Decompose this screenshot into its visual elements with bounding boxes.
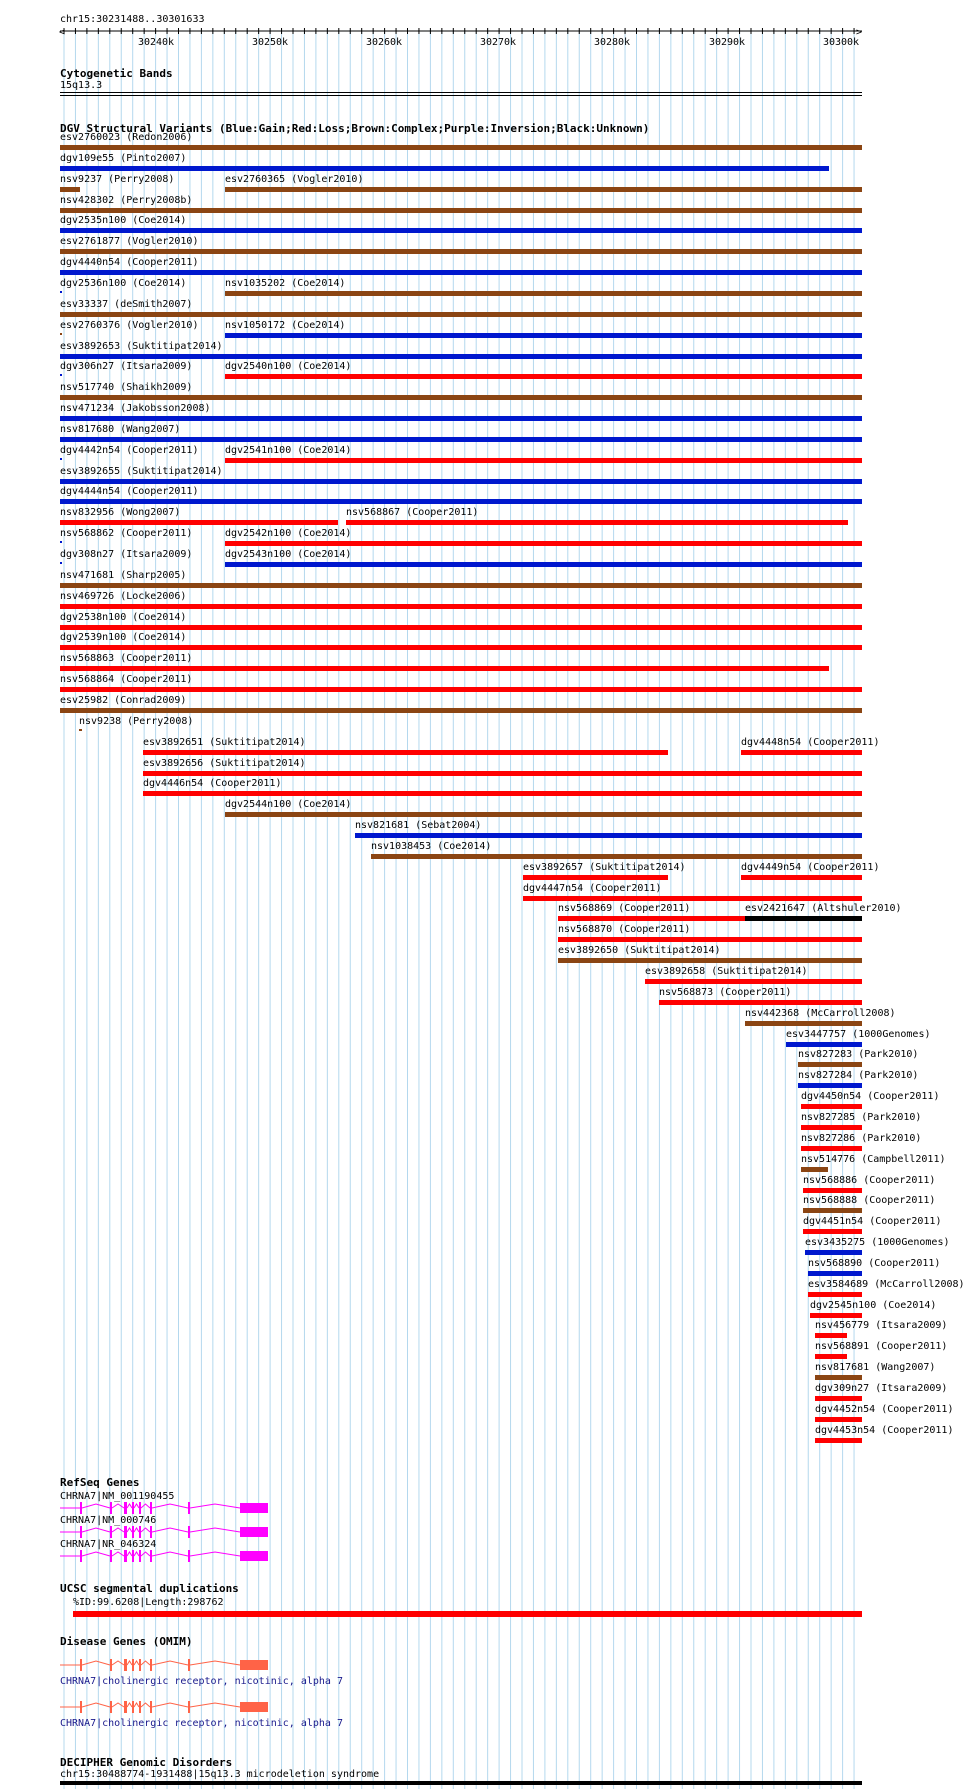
ruler-tick-label: 30290k	[708, 37, 746, 48]
dgv-variant-label: nsv827285 (Park2010)	[801, 1111, 922, 1123]
dgv-variant-label: esv2760365 (Vogler2010)	[225, 173, 364, 185]
dgv-variant-bar[interactable]	[225, 458, 862, 463]
dgv-variant-bar[interactable]	[60, 499, 862, 504]
dgv-variant-bar[interactable]	[346, 520, 848, 525]
dgv-variant-label: dgv2542n100 (Coe2014)	[225, 528, 352, 540]
dgv-variant-label: dgv4446n54 (Cooper2011)	[143, 778, 282, 790]
dgv-variant-bar[interactable]	[225, 291, 862, 296]
dgv-variant-label: dgv4451n54 (Cooper2011)	[803, 1216, 942, 1228]
refseq-gene-label: CHRNA7|NR_046324	[60, 1539, 157, 1550]
dgv-variant-bar[interactable]	[801, 1125, 862, 1130]
svg-text:>: >	[856, 27, 863, 38]
dgv-variant-bar[interactable]	[355, 833, 862, 838]
dgv-variant-bar[interactable]	[808, 1271, 862, 1276]
dgv-variant-bar[interactable]	[60, 479, 862, 484]
dgv-variant-label: nsv568886 (Cooper2011)	[803, 1174, 936, 1186]
dgv-variant-label: dgv2545n100 (Coe2014)	[810, 1299, 937, 1311]
dgv-variant-label: esv2761877 (Vogler2010)	[60, 236, 199, 248]
dgv-variant-bar[interactable]	[60, 395, 862, 400]
dgv-variant-label: nsv817681 (Wang2007)	[815, 1362, 936, 1374]
dgv-variant-bar[interactable]	[60, 208, 862, 213]
dgv-variant-label: esv3892651 (Suktitipat2014)	[143, 736, 306, 748]
dgv-variant-label: dgv2538n100 (Coe2014)	[60, 611, 187, 623]
ruler-tick-label: 30300k	[822, 37, 860, 48]
dgv-variant-label: nsv568862 (Cooper2011)	[60, 528, 193, 540]
dgv-variant-label: dgv306n27 (Itsara2009)	[60, 361, 193, 373]
dgv-variant-label: nsv827286 (Park2010)	[801, 1132, 922, 1144]
dgv-variant-label: dgv4450n54 (Cooper2011)	[801, 1091, 940, 1103]
gene-model[interactable]	[0, 1658, 890, 1678]
dgv-variant-bar[interactable]	[143, 750, 668, 755]
segdup-title: UCSC segmental duplications	[60, 1582, 239, 1595]
dgv-variant-label: nsv1035202 (Coe2014)	[225, 277, 346, 289]
dgv-variant-bar[interactable]	[815, 1438, 862, 1443]
omim-gene-label[interactable]: CHRNA7|cholinergic receptor, nicotinic, alpha 7	[60, 1718, 343, 1729]
dgv-variant-bar[interactable]	[815, 1375, 862, 1380]
dgv-variant-label: dgv309n27 (Itsara2009)	[815, 1383, 948, 1394]
dgv-variant-bar[interactable]	[79, 729, 82, 731]
omim-gene-label[interactable]: CHRNA7|cholinergic receptor, nicotinic, alpha 7	[60, 1676, 343, 1687]
dgv-variant-bar[interactable]	[60, 541, 62, 543]
dgv-variant-bar[interactable]	[60, 374, 62, 376]
dgv-variant-label: dgv4440n54 (Cooper2011)	[60, 257, 199, 269]
dgv-variant-bar[interactable]	[60, 437, 862, 442]
dgv-variant-bar[interactable]	[803, 1229, 862, 1234]
refseq-gene-label: CHRNA7|NM_001190455	[60, 1491, 175, 1502]
dgv-variant-bar[interactable]	[60, 354, 862, 359]
cytoband-label: 15q13.3	[60, 80, 103, 91]
ruler-tick-label: 30260k	[365, 37, 403, 48]
dgv-variant-label: nsv568867 (Cooper2011)	[346, 507, 479, 519]
dgv-title: DGV Structural Variants (Blue:Gain;Red:Loss;Brown:Complex;Purple:Inversion;Black:Unknown)	[60, 122, 650, 135]
dgv-variant-bar[interactable]	[815, 1396, 862, 1401]
dgv-variant-label: esv2421647 (Altshuler2010)	[745, 903, 902, 915]
dgv-variant-label: nsv456779 (Itsara2009)	[815, 1320, 948, 1332]
dgv-variant-label: esv25982 (Conrad2009)	[60, 694, 187, 706]
dgv-variant-label: esv3435275 (1000Genomes)	[805, 1237, 950, 1249]
dgv-variant-bar[interactable]	[803, 1188, 862, 1193]
dgv-variant-bar[interactable]	[60, 312, 862, 317]
dgv-variant-bar[interactable]	[371, 854, 862, 859]
dgv-variant-bar[interactable]	[60, 666, 829, 671]
dgv-variant-label: dgv308n27 (Itsara2009)	[60, 549, 193, 560]
dgv-variant-bar[interactable]	[60, 604, 862, 609]
dgv-variant-bar[interactable]	[803, 1208, 862, 1213]
svg-text:<: <	[59, 27, 66, 38]
dgv-variant-bar[interactable]	[798, 1083, 862, 1088]
dgv-variant-bar[interactable]	[225, 374, 862, 379]
dgv-variant-bar[interactable]	[801, 1146, 862, 1151]
dgv-variant-label: nsv568891 (Cooper2011)	[815, 1341, 948, 1353]
dgv-variant-bar[interactable]	[810, 1313, 862, 1318]
dgv-variant-bar[interactable]	[815, 1417, 862, 1422]
dgv-variant-label: nsv832956 (Wong2007)	[60, 507, 181, 519]
dgv-variant-label: nsv568864 (Cooper2011)	[60, 674, 193, 686]
dgv-variant-label: dgv4447n54 (Cooper2011)	[523, 882, 662, 894]
dgv-variant-label: nsv9238 (Perry2008)	[79, 715, 194, 727]
dgv-variant-bar[interactable]	[143, 771, 862, 776]
dgv-variant-bar[interactable]	[60, 416, 862, 421]
dgv-variant-bar[interactable]	[60, 145, 862, 150]
dgv-variant-label: nsv568869 (Cooper2011)	[558, 903, 691, 915]
dgv-variant-bar[interactable]	[60, 645, 862, 650]
dgv-variant-bar[interactable]	[523, 875, 668, 880]
dgv-variant-bar[interactable]	[60, 687, 862, 692]
dgv-variant-bar[interactable]	[801, 1167, 828, 1172]
ruler-tick-label: 30250k	[251, 37, 289, 48]
dgv-variant-bar[interactable]	[60, 291, 62, 293]
dgv-variant-bar[interactable]	[143, 791, 862, 796]
dgv-variant-label: nsv568888 (Cooper2011)	[803, 1195, 936, 1207]
dgv-variant-label: esv3892655 (Suktitipat2014)	[60, 465, 223, 477]
dgv-variant-label: nsv827284 (Park2010)	[798, 1070, 919, 1082]
refseq-title: RefSeq Genes	[60, 1476, 140, 1489]
dgv-variant-bar[interactable]	[225, 333, 862, 338]
dgv-variant-bar[interactable]	[808, 1292, 862, 1297]
omim-title: Disease Genes (OMIM)	[60, 1635, 193, 1648]
dgv-variant-label: nsv1038453 (Coe2014)	[371, 840, 492, 852]
dgv-variant-label: esv3892650 (Suktitipat2014)	[558, 945, 721, 957]
dgv-variant-label: dgv2544n100 (Coe2014)	[225, 799, 352, 811]
dgv-variant-label: dgv4453n54 (Cooper2011)	[815, 1424, 954, 1436]
refseq-gene-label: CHRNA7|NM_000746	[60, 1515, 157, 1526]
dgv-variant-label: esv3447757 (1000Genomes)	[786, 1028, 931, 1040]
dgv-variant-bar[interactable]	[815, 1354, 847, 1359]
dgv-variant-bar[interactable]	[659, 1000, 862, 1005]
dgv-variant-bar[interactable]	[801, 1104, 862, 1109]
dgv-variant-label: dgv4442n54 (Cooper2011)	[60, 444, 199, 456]
dgv-variant-bar[interactable]	[558, 937, 862, 942]
dgv-variant-bar[interactable]	[60, 228, 862, 233]
dgv-variant-bar[interactable]	[815, 1333, 847, 1338]
dgv-variant-bar[interactable]	[745, 916, 862, 921]
dgv-variant-label: esv3892656 (Suktitipat2014)	[143, 757, 306, 769]
dgv-variant-label: nsv568870 (Cooper2011)	[558, 924, 691, 936]
ruler-tick-label: 30270k	[479, 37, 517, 48]
ruler-tick-label: 30280k	[593, 37, 631, 48]
dgv-variant-bar[interactable]	[60, 520, 338, 525]
dgv-variant-label: dgv4444n54 (Cooper2011)	[60, 486, 199, 498]
dgv-variant-bar[interactable]	[225, 812, 862, 817]
dgv-variant-label: nsv469726 (Locke2006)	[60, 590, 187, 602]
dgv-variant-bar[interactable]	[745, 1021, 862, 1026]
dgv-variant-label: dgv2543n100 (Coe2014)	[225, 549, 352, 560]
gene-model[interactable]	[0, 1549, 890, 1569]
ruler-title: chr15:30231488..30301633	[60, 14, 205, 25]
dgv-variant-bar[interactable]	[805, 1250, 862, 1255]
decipher-title: DECIPHER Genomic Disorders	[60, 1756, 233, 1769]
dgv-variant-bar[interactable]	[225, 541, 862, 546]
dgv-variant-bar[interactable]	[60, 166, 829, 171]
dgv-variant-bar[interactable]	[60, 333, 62, 335]
cytoband-title: Cytogenetic Bands	[60, 67, 173, 80]
dgv-variant-bar[interactable]	[741, 875, 862, 880]
dgv-variant-bar[interactable]	[558, 958, 862, 963]
dgv-variant-bar[interactable]	[60, 583, 862, 588]
dgv-variant-bar[interactable]	[60, 270, 862, 275]
dgv-variant-label: esv3892657 (Suktitipat2014)	[523, 861, 686, 873]
dgv-variant-label: nsv1050172 (Coe2014)	[225, 319, 346, 331]
segdup-label: %ID:99.6208|Length:298762	[73, 1597, 224, 1608]
dgv-variant-label: nsv817680 (Wang2007)	[60, 423, 181, 435]
dgv-variant-bar[interactable]	[523, 896, 862, 901]
dgv-variant-label: dgv109e55 (Pinto2007)	[60, 152, 187, 164]
dgv-variant-label: esv3892658 (Suktitipat2014)	[645, 966, 808, 977]
gene-model[interactable]	[0, 1700, 890, 1720]
dgv-variant-label: esv2760023 (Redon2006)	[60, 132, 193, 143]
dgv-variant-label: dgv2540n100 (Coe2014)	[225, 361, 352, 373]
dgv-variant-bar[interactable]	[60, 562, 62, 564]
dgv-variant-bar[interactable]	[60, 249, 862, 254]
dgv-variant-label: nsv471234 (Jakobsson2008)	[60, 403, 211, 415]
dgv-variant-label: nsv568873 (Cooper2011)	[659, 986, 792, 998]
dgv-variant-label: nsv471681 (Sharp2005)	[60, 569, 187, 581]
dgv-variant-bar[interactable]	[60, 458, 62, 460]
dgv-variant-label: nsv821681 (Sebat2004)	[355, 820, 482, 832]
dgv-variant-label: dgv2541n100 (Coe2014)	[225, 444, 352, 456]
dgv-variant-bar[interactable]	[60, 708, 862, 713]
dgv-variant-label: dgv4448n54 (Cooper2011)	[741, 736, 880, 748]
decipher-label: chr15:30488774-1931488|15q13.3 microdeletion syndrome	[60, 1769, 380, 1780]
dgv-variant-label: esv3584689 (McCarroll2008)	[808, 1278, 965, 1290]
dgv-variant-label: nsv827283 (Park2010)	[798, 1049, 919, 1061]
dgv-variant-label: nsv568890 (Cooper2011)	[808, 1257, 941, 1269]
dgv-variant-bar[interactable]	[741, 750, 862, 755]
dgv-variant-label: nsv428302 (Perry2008b)	[60, 194, 193, 206]
dgv-variant-label: nsv9237 (Perry2008)	[60, 173, 175, 185]
dgv-variant-label: nsv442368 (McCarroll2008)	[745, 1007, 896, 1019]
dgv-variant-bar[interactable]	[786, 1042, 862, 1047]
ruler-tick-label: 30240k	[137, 37, 175, 48]
dgv-variant-label: esv3892653 (Suktitipat2014)	[60, 340, 223, 352]
dgv-variant-bar[interactable]	[225, 187, 862, 192]
dgv-variant-label: nsv514776 (Campbell2011)	[801, 1153, 946, 1165]
dgv-variant-label: dgv4452n54 (Cooper2011)	[815, 1403, 954, 1415]
dgv-variant-label: esv2760376 (Vogler2010)	[60, 319, 199, 331]
dgv-variant-label: dgv2535n100 (Coe2014)	[60, 215, 187, 227]
dgv-variant-bar[interactable]	[798, 1062, 862, 1067]
dgv-variant-bar[interactable]	[60, 187, 80, 192]
dgv-variant-label: dgv2539n100 (Coe2014)	[60, 632, 187, 644]
dgv-variant-bar[interactable]	[60, 625, 862, 630]
dgv-variant-label: esv33337 (deSmith2007)	[60, 298, 193, 310]
dgv-variant-bar[interactable]	[645, 979, 862, 984]
dgv-variant-label: nsv568863 (Cooper2011)	[60, 653, 193, 665]
dgv-variant-bar[interactable]	[225, 562, 862, 567]
dgv-variant-label: nsv517740 (Shaikh2009)	[60, 382, 193, 394]
dgv-variant-label: dgv4449n54 (Cooper2011)	[741, 861, 880, 873]
dgv-variant-label: dgv2536n100 (Coe2014)	[60, 277, 187, 289]
